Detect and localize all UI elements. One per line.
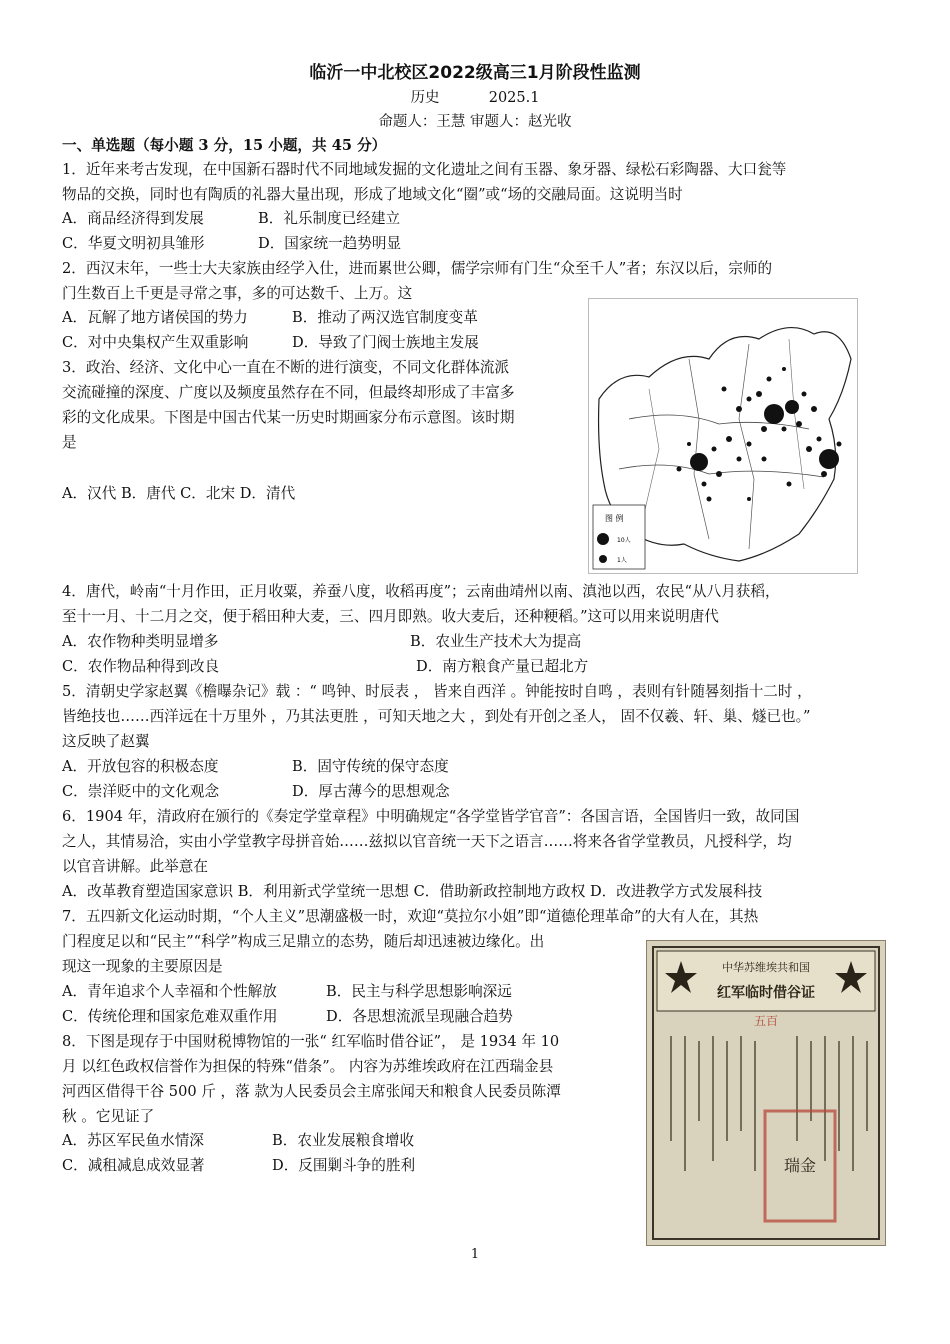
q7-option-b: B．民主与科学思想影响深远 [326,983,512,1000]
q7-option-d: D．各思想流派呈现融合趋势 [326,1008,513,1025]
legend-small-label: 1人 [617,557,627,564]
q1-option-d: D．国家统一趋势明显 [258,235,402,252]
painter-distribution-map [588,298,858,574]
q2-option-b: B．推动了两汉选官制度变革 [292,309,478,326]
q8-options-row-2 [62,1154,415,1177]
map-legend-title: 图 例 [605,514,624,523]
q8-text-2: 月 以红色政权信誉作为担保的特殊“借条”。 内容为苏维埃政府在江西瑞金县 [62,1058,554,1075]
q4-options-row-1 [62,630,581,653]
q7-options-row-1 [62,980,512,1003]
q2-option-d: D．导致了门阀士族地主发展 [292,334,479,351]
q4-text-2: 至十一月、十二月之交，便于稻田种大麦，三、四月即熟。收大麦后，还种粳稻。”这可以用来说明唐代 [62,608,719,625]
q5-text-2: 皆绝技也……西洋远在十万里外 ，乃其法更胜 ，可知天地之大 ，到处有开创之圣人， 固不仅羲、轩、巢、燧已也。” [62,708,811,725]
q5-text-3: 这反映了赵翼 [62,733,150,750]
q4-option-b: B．农业生产技术大为提高 [410,633,582,650]
red-army-grain-certificate [646,940,886,1246]
q4-text-1: 4．唐代，岭南“十月作田，正月收粟，养蚕八度，收稻再度”；云南曲靖州以南、滇池以西，农民“从八月获稻， [62,583,780,600]
q8-option-b: B．农业发展粮食增收 [272,1132,415,1149]
q7-option-c: C．传统伦理和国家危难双重作用 [62,1008,278,1025]
q4-options-row-2 [62,655,588,678]
q1-text-1: 1．近年来考古发现，在中国新石器时代不同地域发掘的文化遗址之间有玉器、象牙器、绿松石彩陶器、大口瓮等 [62,161,787,178]
authors: 命题人：王慧 审题人：赵光收 [378,114,572,130]
q6-text-3: 以官音讲解。此举意在 [62,858,208,875]
certificate-title: 红军临时借谷证 [717,985,815,1001]
q6-options: A．改革教育塑造国家意识 B．利用新式学堂统一思想 C．借助新政控制地方政权 D．改进教学方式发展科技 [62,883,763,900]
seal-text: 瑞金 [783,1156,817,1175]
q8-option-a: A．苏区军民鱼水情深 [62,1132,204,1149]
q5-text-1: 5．清朝史学家赵翼《檐曝杂记》载 ：“ 鸣钟、时辰表 ， 皆来自西洋 。钟能按时自鸣 ，表则有针随晷刻指十二时 ， [62,683,812,700]
page-number: 1 [470,1247,480,1262]
q2-option-a: A．瓦解了地方诸侯国的势力 [62,309,248,326]
subject: 历史 [410,90,440,106]
q3-text-2: 交流碰撞的深度、广度以及频度虽然存在不同，但最终却形成了丰富多 [62,384,515,401]
certificate-header: 中华苏维埃共和国 [722,961,810,974]
q7-text-3: 现这一现象的主要原因是 [62,958,223,975]
certificate-graphic [647,941,885,1245]
section-heading: 一、单选题（每小题 3 分，15 小题，共 45 分） [62,137,387,154]
q4-option-a: A．农作物种类明显增多 [62,633,219,650]
q1-options-row-2 [62,232,401,255]
exam-title: 临沂一中北校区2022级高三1月阶段性监测 [309,63,641,83]
exam-date: 2025.1 [488,90,540,106]
q3-options: A．汉代 B．唐代 C．北宋 D．清代 [62,485,296,502]
q1-text-2: 物品的交换，同时也有陶质的礼器大量出现，形成了地域文化“圈”或“场的交融局面。这说明当时 [62,186,683,203]
q4-option-c: C．农作物品种得到改良 [62,658,220,675]
q7-text-1: 7．五四新文化运动时期，“个人主义”思潮盛极一时，欢迎“莫拉尔小姐”即“道德伦理革命”的大有人在，其热 [62,908,759,925]
q7-options-row-2 [62,1005,513,1028]
q2-text-2: 门生数百上千更是寻常之事，多的可达数千、上万。这 [62,285,413,302]
q2-options-row-1 [62,306,478,329]
legend-small-dot [599,555,607,563]
q3-text-3: 彩的文化成果。下图是中国古代某一历史时期画家分布示意图。该时期 [62,409,515,426]
q3-text-4: 是 [62,434,77,451]
q2-options-row-2 [62,331,479,354]
legend-big-dot [597,533,609,545]
q6-text-2: 之人，其情易洽，实由小学堂教字母拼音始……兹拟以官音统一天下之语言……将来各省学堂教员，凡授科学，均 [62,833,792,850]
q3-text-1: 3．政治、经济、文化中心一直在不断的进行演变，不同文化群体流派 [62,359,510,376]
q6-text-1: 6．1904 年，清政府在颁行的《奏定学堂章程》中明确规定“各学堂皆学官音”：各国言语，全国皆归一致，故同国 [62,808,800,825]
q8-options-row-1 [62,1129,414,1152]
q5-options-row-1 [62,755,449,778]
q1-options-row-1 [62,207,400,230]
q2-option-c: C．对中央集权产生双重影响 [62,334,249,351]
q5-option-a: A．开放包容的积极态度 [62,758,219,775]
q8-text-1: 8．下图是现存于中国财税博物馆的一张“ 红军临时借谷证”， 是 1934 年 10 [62,1033,560,1050]
q7-text-2: 门程度足以和“民主”“科学”构成三足鼎立的态势，随后却迅速被边缘化。出 [62,933,545,950]
q1-option-b: B．礼乐制度已经建立 [258,210,401,227]
q5-options-row-2 [62,780,450,803]
q8-option-c: C．减租减息成效显著 [62,1157,205,1174]
map-graphic [589,299,857,573]
certificate-amount: 五百 [753,1014,779,1028]
q1-option-a: A．商品经济得到发展 [62,210,204,227]
q8-text-4: 秋 。它见证了 [62,1108,155,1125]
q5-option-d: D．厚古薄今的思想观念 [292,783,450,800]
q1-option-c: C．华夏文明初具雏形 [62,235,205,252]
q5-option-b: B．固守传统的保守态度 [292,758,449,775]
q8-option-d: D．反围剿斗争的胜利 [272,1157,416,1174]
q2-text-1: 2．西汉末年，一些士大夫家族由经学入仕，进而累世公卿，儒学宗师有门生“众至千人”者；东汉以后，宗师的 [62,260,773,277]
exam-subtitle [0,86,950,107]
q8-text-3: 河西区借得干谷 500 斤 ，落 款为人民委员会主席张闻天和粮食人民委员陈潭 [62,1083,561,1100]
q5-option-c: C．崇洋贬中的文化观念 [62,783,220,800]
legend-big-label: 10人 [617,537,631,544]
q7-option-a: A．青年追求个人幸福和个性解放 [62,983,277,1000]
q4-option-d: D．南方粮食产量已超北方 [416,658,589,675]
